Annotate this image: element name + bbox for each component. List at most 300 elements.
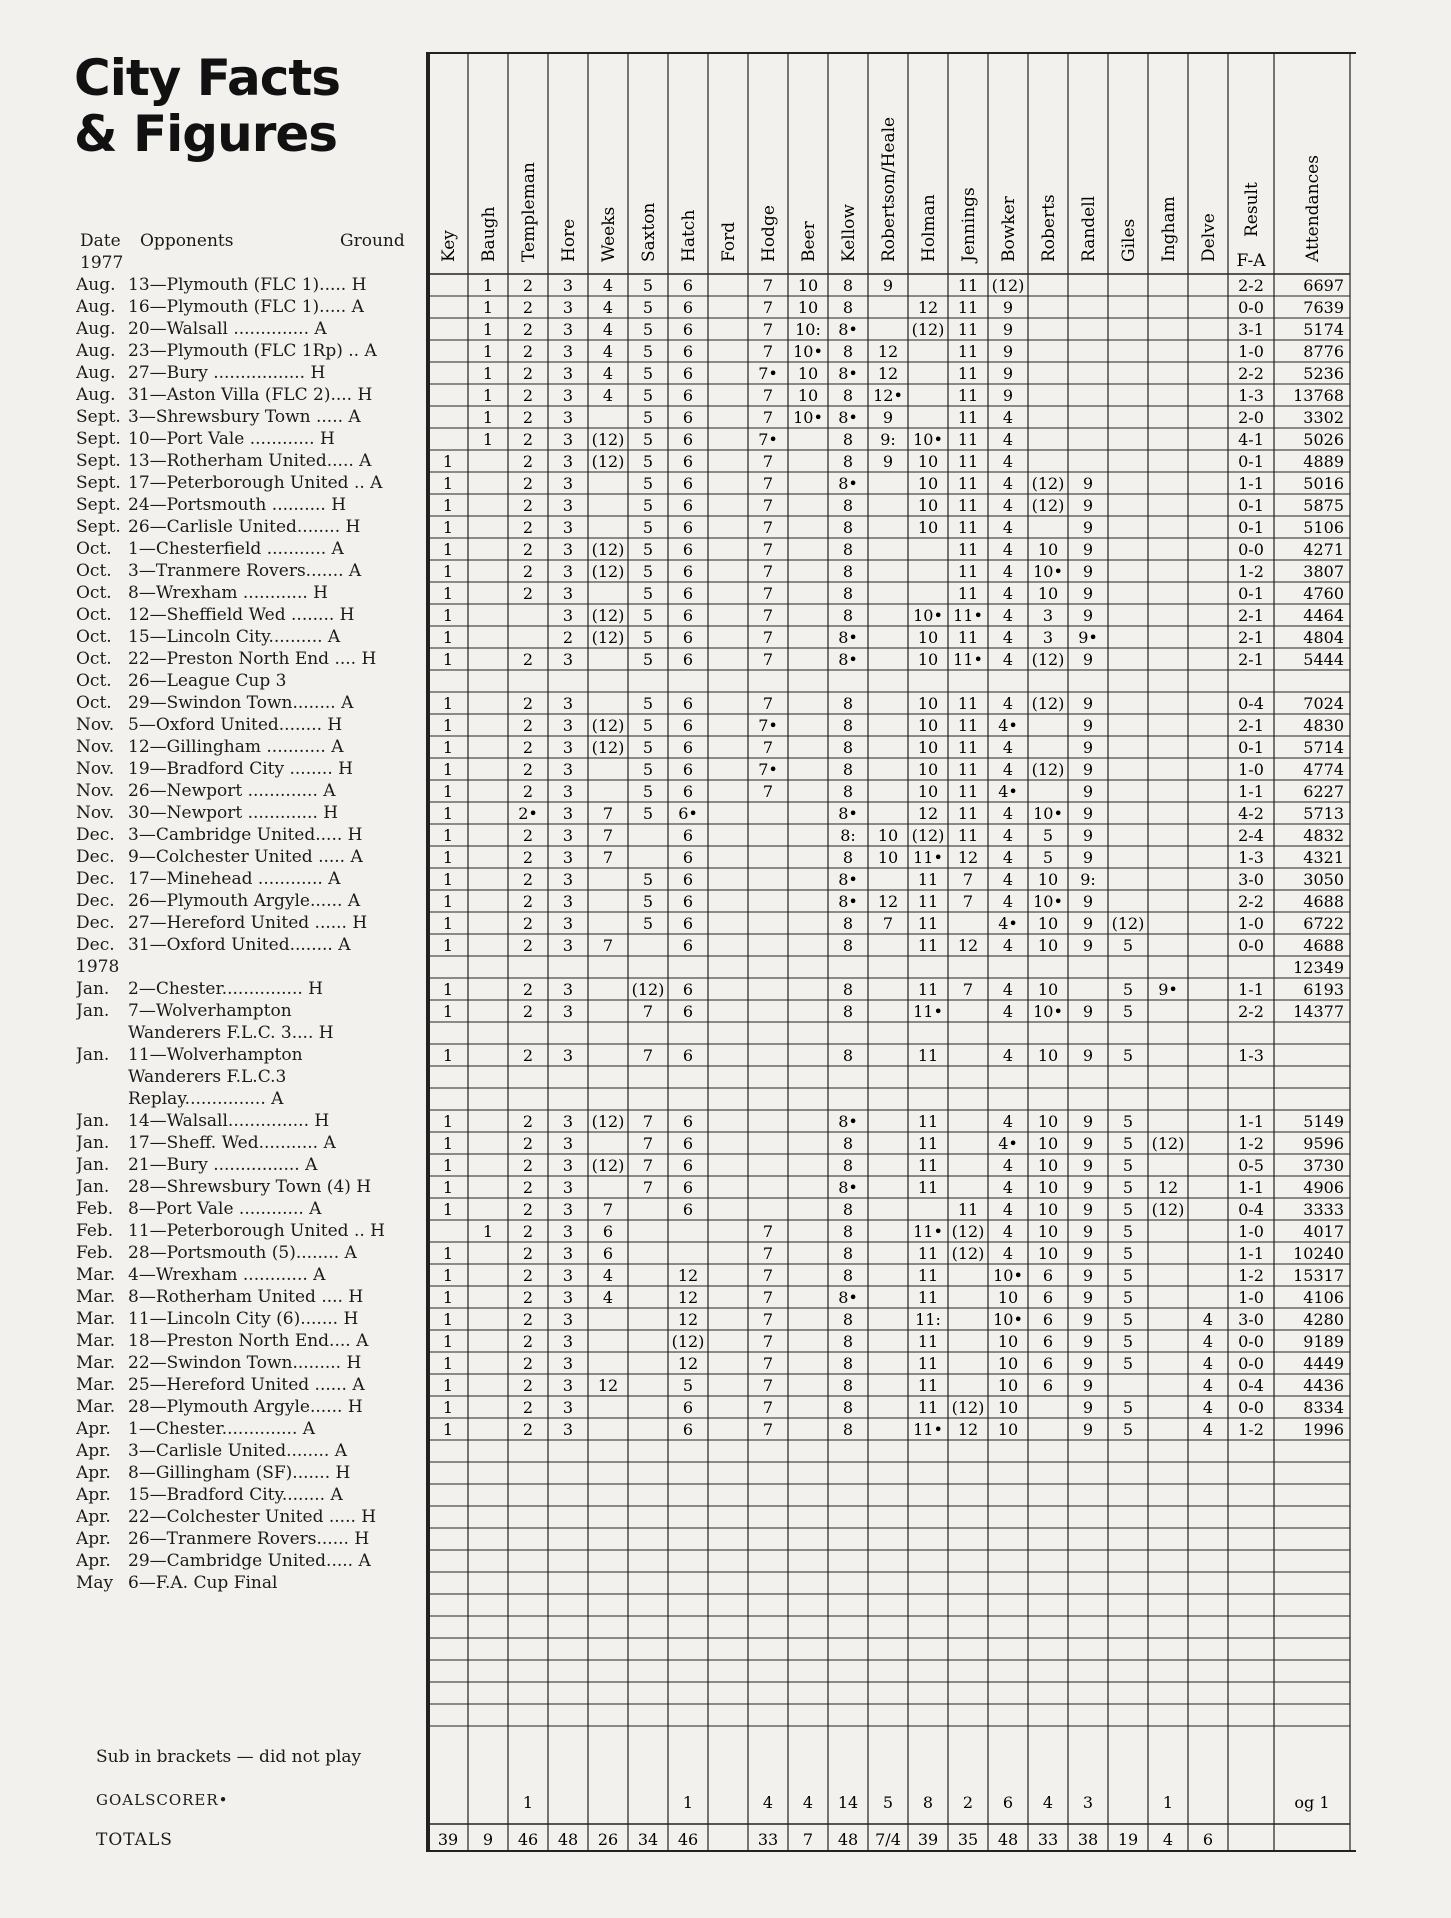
grid-cell: 3	[562, 430, 574, 449]
grid-cell: 9	[1082, 1244, 1094, 1263]
column-header: Hore	[559, 218, 579, 262]
fixture-opponent: 29—Swindon Town........ A	[128, 693, 354, 713]
grid-cell: 8•	[838, 628, 858, 647]
fixture-row	[76, 1198, 422, 1220]
grid-cell: 4	[1002, 892, 1014, 911]
grid-cell: 10	[797, 386, 819, 405]
grid-cell: 5	[642, 518, 654, 537]
grid-cell: 5	[642, 364, 654, 383]
grid-cell: 7	[762, 782, 774, 801]
fixture-opponent: 25—Hereford United ...... A	[128, 1375, 365, 1395]
grid-cell: 6	[602, 1222, 614, 1241]
grid-cell: 10240	[1293, 1244, 1344, 1263]
grid-cell: 2	[522, 1244, 534, 1263]
grid-cell: 6	[682, 562, 694, 581]
grid-cell: 11	[957, 738, 979, 757]
fixture-opponent: 27—Hereford United ...... H	[128, 913, 368, 933]
grid-cell: 4	[1202, 1398, 1214, 1417]
grid-cell: (12)	[951, 1222, 985, 1241]
grid-cell: 12	[877, 342, 899, 361]
fixture-row	[76, 582, 422, 604]
fixture-row	[76, 538, 422, 560]
grid-cell: 7	[642, 1046, 654, 1065]
page-title	[74, 50, 340, 162]
column-header: Bowker	[999, 196, 1019, 262]
grid-cell: 0-4	[1238, 1376, 1264, 1395]
grid-cell: 7	[602, 848, 614, 867]
fixture-month: Jan.	[76, 1001, 110, 1021]
column-header: Giles	[1119, 218, 1139, 262]
grid-cell: 8	[842, 716, 854, 735]
grid-cell: 10•	[793, 342, 823, 361]
fixture-opponent: 30—Newport ............. H	[128, 803, 339, 823]
grid-cell: 2	[522, 914, 534, 933]
fixture-opponent: 8—Rotherham United .... H	[128, 1287, 364, 1307]
grid-cell: 11	[917, 1288, 939, 1307]
fixture-month: Jan.	[76, 1177, 110, 1197]
grid-cell: 11	[957, 1200, 979, 1219]
grid-cell: 3807	[1303, 562, 1344, 581]
grid-cell: 1	[442, 518, 454, 537]
grid-cell: 1-0	[1238, 1222, 1264, 1241]
fixture-opponent: 26—Newport ............. A	[128, 781, 336, 801]
grid-cell: 6	[682, 870, 694, 889]
grid-cell: 11	[957, 320, 979, 339]
grid-cell: 10	[917, 452, 939, 471]
grid-cell: 1	[442, 1156, 454, 1175]
grid-cell: 7	[762, 1332, 774, 1351]
fixture-opponent: 13—Rotherham United..... A	[128, 451, 372, 471]
grid-cell: 5	[642, 804, 654, 823]
grid-cell: 9	[1082, 760, 1094, 779]
grid-cell: 2	[522, 408, 534, 427]
grid-cell: 8	[842, 1156, 854, 1175]
grid-cell: 7	[762, 474, 774, 493]
fixture-opponent: 24—Portsmouth .......... H	[128, 495, 347, 515]
grid-cell: 6	[1042, 1332, 1054, 1351]
fixture-month: Dec.	[76, 891, 115, 911]
grid-cell: 9	[1082, 474, 1094, 493]
grid-cell: 7	[762, 1244, 774, 1263]
grid-cell: 1	[442, 892, 454, 911]
grid-cell: 9	[1082, 496, 1094, 515]
grid-cell: 10	[877, 848, 899, 867]
fixture-row	[76, 1176, 422, 1198]
grid-cell: 9:	[880, 430, 896, 449]
grid-cell: 8	[842, 760, 854, 779]
fixture-opponent: 8—Gillingham (SF)....... H	[128, 1463, 351, 1483]
grid-cell: 1	[482, 364, 494, 383]
grid-cell: 5	[1122, 1244, 1134, 1263]
grid-cell: 6	[682, 276, 694, 295]
grid-cell: 4	[1002, 408, 1014, 427]
fixture-opponent: 20—Walsall .............. A	[128, 319, 327, 339]
grid-cell: 1	[442, 1376, 454, 1395]
fixture-month: Sept.	[76, 407, 121, 427]
column-header: Robertson/Heale	[879, 116, 899, 262]
fixture-opponent: 14—Walsall............... H	[128, 1111, 330, 1131]
fixture-row	[76, 1308, 422, 1330]
fixture-opponent: 15—Lincoln City.......... A	[128, 627, 341, 647]
column-header: Beer	[799, 221, 819, 262]
grid-cell: 8	[842, 342, 854, 361]
grid-cell: 10•	[793, 408, 823, 427]
grid-cell: 13768	[1293, 386, 1344, 405]
goalscorer-count: 4	[802, 1793, 814, 1812]
grid-cell: 4	[1002, 804, 1014, 823]
fixture-month: Mar.	[76, 1397, 116, 1417]
grid-cell: 8	[842, 584, 854, 603]
grid-cell: 6	[682, 716, 694, 735]
grid-cell: 7	[602, 804, 614, 823]
grid-cell: 10	[997, 1376, 1019, 1395]
grid-cell: 11	[917, 892, 939, 911]
grid-cell: 6	[682, 386, 694, 405]
goalscorer-label: GOALSCORER•	[96, 1791, 229, 1809]
grid-cell: 2	[522, 782, 534, 801]
grid-cell: 3	[562, 540, 574, 559]
grid-cell: 1	[442, 474, 454, 493]
grid-cell: 1-3	[1238, 848, 1264, 867]
grid-cell: 2	[522, 650, 534, 669]
grid-cell: 4•	[998, 1134, 1018, 1153]
grid-cell: 12	[677, 1288, 699, 1307]
grid-cell: 11	[917, 1178, 939, 1197]
grid-cell: 1	[442, 650, 454, 669]
fixture-month: Feb.	[76, 1221, 114, 1241]
fixture-row	[76, 384, 422, 406]
fixture-month: Nov.	[76, 759, 115, 779]
grid-cell: 3	[562, 650, 574, 669]
total-count: 9	[482, 1830, 494, 1849]
fixture-row	[76, 1154, 422, 1176]
grid-cell: 9	[1082, 1156, 1094, 1175]
grid-cell: 8	[842, 1222, 854, 1241]
fixture-month: Mar.	[76, 1331, 116, 1351]
grid-cell: 10	[917, 518, 939, 537]
fixture-row	[76, 1110, 422, 1132]
fixture-opponent: 22—Colchester United ..... H	[128, 1507, 377, 1527]
fixture-opponent: 8—Wrexham ............ H	[128, 583, 328, 603]
grid-cell: 10	[997, 1288, 1019, 1307]
grid-cell: 10	[917, 760, 939, 779]
grid-cell: 3-0	[1238, 870, 1264, 889]
grid-cell: 10	[1037, 1222, 1059, 1241]
column-header: Ford	[719, 221, 739, 262]
grid-cell: 1	[442, 1266, 454, 1285]
grid-cell: 5	[642, 760, 654, 779]
grid-cell: 2	[522, 892, 534, 911]
fixture-row	[76, 670, 422, 692]
grid-cell: 9	[1082, 1376, 1094, 1395]
grid-cell: 10	[917, 496, 939, 515]
grid-cell: 5	[642, 474, 654, 493]
fixture-opponent	[128, 956, 422, 978]
grid-cell: 0-1	[1238, 738, 1264, 757]
grid-cell: 9•	[1158, 980, 1178, 999]
grid-cell: 4	[1002, 540, 1014, 559]
grid-cell: 7•	[758, 364, 778, 383]
grid-cell: (12)	[1031, 650, 1065, 669]
fixture-row	[76, 1418, 422, 1440]
grid-cell: 4•	[998, 716, 1018, 735]
fixture-month: Feb.	[76, 1199, 114, 1219]
grid-cell: (12)	[671, 1332, 705, 1351]
grid-cell: 3	[562, 1376, 574, 1395]
fixture-month: Nov.	[76, 715, 115, 735]
total-count: 19	[1117, 1830, 1139, 1849]
grid-cell: 4	[1002, 870, 1014, 889]
grid-cell: 1	[442, 452, 454, 471]
column-header: Holman	[919, 194, 939, 262]
grid-cell: 9	[1082, 782, 1094, 801]
fixture-month: Aug.	[76, 341, 116, 361]
grid-cell: 11	[957, 804, 979, 823]
grid-cell: 6227	[1303, 782, 1344, 801]
grid-cell: 8•	[838, 320, 858, 339]
grid-cell: 6	[682, 606, 694, 625]
fixture-month: Dec.	[76, 825, 115, 845]
grid-cell: 8	[842, 1002, 854, 1021]
fixture-row	[76, 978, 422, 1000]
grid-cell: 10	[997, 1332, 1019, 1351]
grid-cell: 1	[482, 320, 494, 339]
grid-cell: 4906	[1303, 1178, 1344, 1197]
grid-cell: 2	[522, 1002, 534, 1021]
grid-cell: 3	[562, 342, 574, 361]
grid-cell: 4	[1002, 562, 1014, 581]
grid-cell: 4	[1202, 1354, 1214, 1373]
fixture-row	[76, 472, 422, 494]
grid-cell: 7	[762, 606, 774, 625]
grid-cell: 2	[522, 540, 534, 559]
grid-cell: 7	[762, 1222, 774, 1241]
total-count: 46	[517, 1830, 539, 1849]
grid-cell: 2	[522, 474, 534, 493]
grid-cell: 3	[562, 1046, 574, 1065]
grid-cell: 11	[917, 1398, 939, 1417]
grid-cell: 11	[917, 1354, 939, 1373]
grid-cell: 9	[1082, 1200, 1094, 1219]
grid-cell: 2	[562, 628, 574, 647]
grid-cell: 3	[562, 584, 574, 603]
grid-cell: 9	[1082, 826, 1094, 845]
fixture-opponent: 1—Chester.............. A	[128, 1419, 316, 1439]
grid-cell: 3	[562, 474, 574, 493]
grid-cell: 4	[1002, 584, 1014, 603]
grid-cell: 10	[917, 474, 939, 493]
grid-cell: 10	[1037, 1134, 1059, 1153]
grid-cell: 2	[522, 452, 534, 471]
grid-cell: 5026	[1303, 430, 1344, 449]
grid-cell: 10•	[993, 1266, 1023, 1285]
grid-cell: 4	[1002, 628, 1014, 647]
grid-cell: 11	[957, 298, 979, 317]
grid-cell: 2-1	[1238, 650, 1264, 669]
grid-cell: 6	[682, 694, 694, 713]
grid-cell: 2	[522, 320, 534, 339]
grid-cell: 8	[842, 914, 854, 933]
total-count: 26	[597, 1830, 619, 1849]
grid-cell: 7	[762, 496, 774, 515]
grid-cell: 2-1	[1238, 606, 1264, 625]
grid-cell: 10	[1037, 1046, 1059, 1065]
grid-cell: 6	[682, 1046, 694, 1065]
grid-cell: 2	[522, 584, 534, 603]
grid-cell: 2	[522, 1134, 534, 1153]
grid-cell: 5	[642, 782, 654, 801]
grid-cell: 5	[642, 386, 654, 405]
grid-cell: 8•	[838, 1178, 858, 1197]
grid-cell: 1-0	[1238, 914, 1264, 933]
goalscorer-count: 5	[882, 1793, 894, 1812]
date-header: Date	[80, 231, 121, 251]
total-count: 4	[1162, 1830, 1174, 1849]
grid-cell: 4	[1002, 452, 1014, 471]
grid-cell: 10	[917, 782, 939, 801]
grid-cell: 9	[1082, 1420, 1094, 1439]
total-count: 48	[997, 1830, 1019, 1849]
grid-cell: 11	[957, 430, 979, 449]
grid-cell: 6	[682, 1112, 694, 1131]
grid-cell: 5	[642, 650, 654, 669]
grid-cell: 6	[682, 826, 694, 845]
grid-cell: 9	[1082, 650, 1094, 669]
fixture-month: Aug.	[76, 385, 116, 405]
grid-cell: 5	[642, 584, 654, 603]
grid-cell: 5714	[1303, 738, 1344, 757]
fixture-month: Nov.	[76, 737, 115, 757]
fixture-opponent: 8—Port Vale ............ A	[128, 1199, 322, 1219]
goalscorer-count: og 1	[1294, 1793, 1330, 1812]
grid-cell: 7	[762, 738, 774, 757]
grid-cell: (12)	[991, 276, 1025, 295]
fixture-opponent: 12—Gillingham ........... A	[128, 737, 344, 757]
fixture-month: 1978	[76, 957, 120, 977]
grid-cell: 4889	[1303, 452, 1344, 471]
grid-cell: 1	[442, 496, 454, 515]
column-header: Result	[1242, 182, 1262, 237]
grid-cell: 5	[642, 738, 654, 757]
grid-cell: 4	[1202, 1332, 1214, 1351]
grid-cell: 12	[957, 1420, 979, 1439]
fixture-month: Jan.	[76, 1111, 110, 1131]
grid-cell: 11:	[915, 1310, 941, 1329]
grid-cell: 11	[957, 628, 979, 647]
grid-cell: 1	[442, 936, 454, 955]
grid-cell: 10	[1037, 870, 1059, 889]
fixture-row	[76, 1374, 422, 1396]
grid-cell: 1	[442, 1310, 454, 1329]
fixture-month: Oct.	[76, 583, 112, 603]
grid-cell: 3	[562, 716, 574, 735]
fixture-opponent: 12—Sheffield Wed ........ H	[128, 605, 355, 625]
grid-cell: 6	[682, 1002, 694, 1021]
grid-svg	[424, 52, 1434, 1852]
grid-cell: 7	[962, 892, 974, 911]
grid-cell: 6	[602, 1244, 614, 1263]
appearance-grid	[424, 52, 1434, 1856]
fixture-month: Oct.	[76, 561, 112, 581]
grid-cell: 1	[482, 386, 494, 405]
grid-cell: 11	[957, 386, 979, 405]
grid-cell: 1-3	[1238, 1046, 1264, 1065]
fixture-month: Aug.	[76, 319, 116, 339]
grid-cell: 7	[762, 1398, 774, 1417]
grid-cell: 2	[522, 716, 534, 735]
grid-cell: 10	[797, 364, 819, 383]
grid-cell: 10	[1037, 1200, 1059, 1219]
grid-cell: 3	[562, 1134, 574, 1153]
grid-cell: 1-0	[1238, 342, 1264, 361]
grid-cell: 9	[1082, 518, 1094, 537]
fixture-opponent: 13—Plymouth (FLC 1)..... H	[128, 275, 367, 295]
grid-cell: 9•	[1078, 628, 1098, 647]
grid-cell: 5	[642, 716, 654, 735]
grid-cell: 0-5	[1238, 1156, 1264, 1175]
fixture-opponent: Wanderers F.L.C. 3.... H	[128, 1023, 334, 1043]
fixture-opponent: 26—Tranmere Rovers...... H	[128, 1529, 370, 1549]
grid-cell: 3050	[1303, 870, 1344, 889]
grid-cell: 5	[1122, 1002, 1134, 1021]
grid-cell: 10•	[1033, 892, 1063, 911]
grid-cell: 1	[442, 1046, 454, 1065]
goalscorer-count: 8	[922, 1793, 934, 1812]
fixture-row	[76, 626, 422, 648]
grid-cell: 3	[562, 1398, 574, 1417]
grid-cell: 7•	[758, 760, 778, 779]
column-header: Hatch	[679, 209, 699, 262]
grid-cell: 10	[917, 716, 939, 735]
grid-cell: 2	[522, 1310, 534, 1329]
grid-cell: 9	[1082, 716, 1094, 735]
grid-cell: 3	[562, 1310, 574, 1329]
fixture-opponent: 2—Chester............... H	[128, 979, 323, 999]
grid-cell: 3	[562, 1002, 574, 1021]
grid-cell: 4271	[1303, 540, 1344, 559]
fixture-opponent: 26—Carlisle United........ H	[128, 517, 361, 537]
grid-cell: 1	[442, 584, 454, 603]
fixture-month: Aug.	[76, 297, 116, 317]
fixture-opponent: 28—Shrewsbury Town (4) H	[128, 1177, 372, 1197]
fixture-row	[76, 1352, 422, 1374]
grid-cell: 3	[562, 1200, 574, 1219]
grid-cell: 7	[762, 1420, 774, 1439]
grid-cell: 4804	[1303, 628, 1344, 647]
total-count: 38	[1077, 1830, 1099, 1849]
goalscorer-count: 1	[1162, 1793, 1174, 1812]
fixture-opponent: 23—Plymouth (FLC 1Rp) .. A	[128, 341, 377, 361]
grid-cell: 1-0	[1238, 1288, 1264, 1307]
fixture-month: Apr.	[76, 1529, 111, 1549]
grid-cell: 2	[522, 1398, 534, 1417]
grid-cell: 12	[677, 1354, 699, 1373]
grid-cell: (12)	[591, 738, 625, 757]
fixture-month: Mar.	[76, 1353, 116, 1373]
fixture-row	[76, 714, 422, 736]
grid-cell: 5	[642, 694, 654, 713]
fixture-opponent: 1—Chesterfield ........... A	[128, 539, 344, 559]
grid-cell: 6	[682, 650, 694, 669]
grid-cell: 6	[682, 1200, 694, 1219]
grid-cell: 8•	[838, 364, 858, 383]
grid-cell: 4	[602, 342, 614, 361]
grid-cell: (12)	[591, 606, 625, 625]
grid-cell: 4	[1002, 650, 1014, 669]
fixture-month: Feb.	[76, 1243, 114, 1263]
grid-cell: 12	[877, 364, 899, 383]
column-header: Key	[439, 230, 459, 262]
